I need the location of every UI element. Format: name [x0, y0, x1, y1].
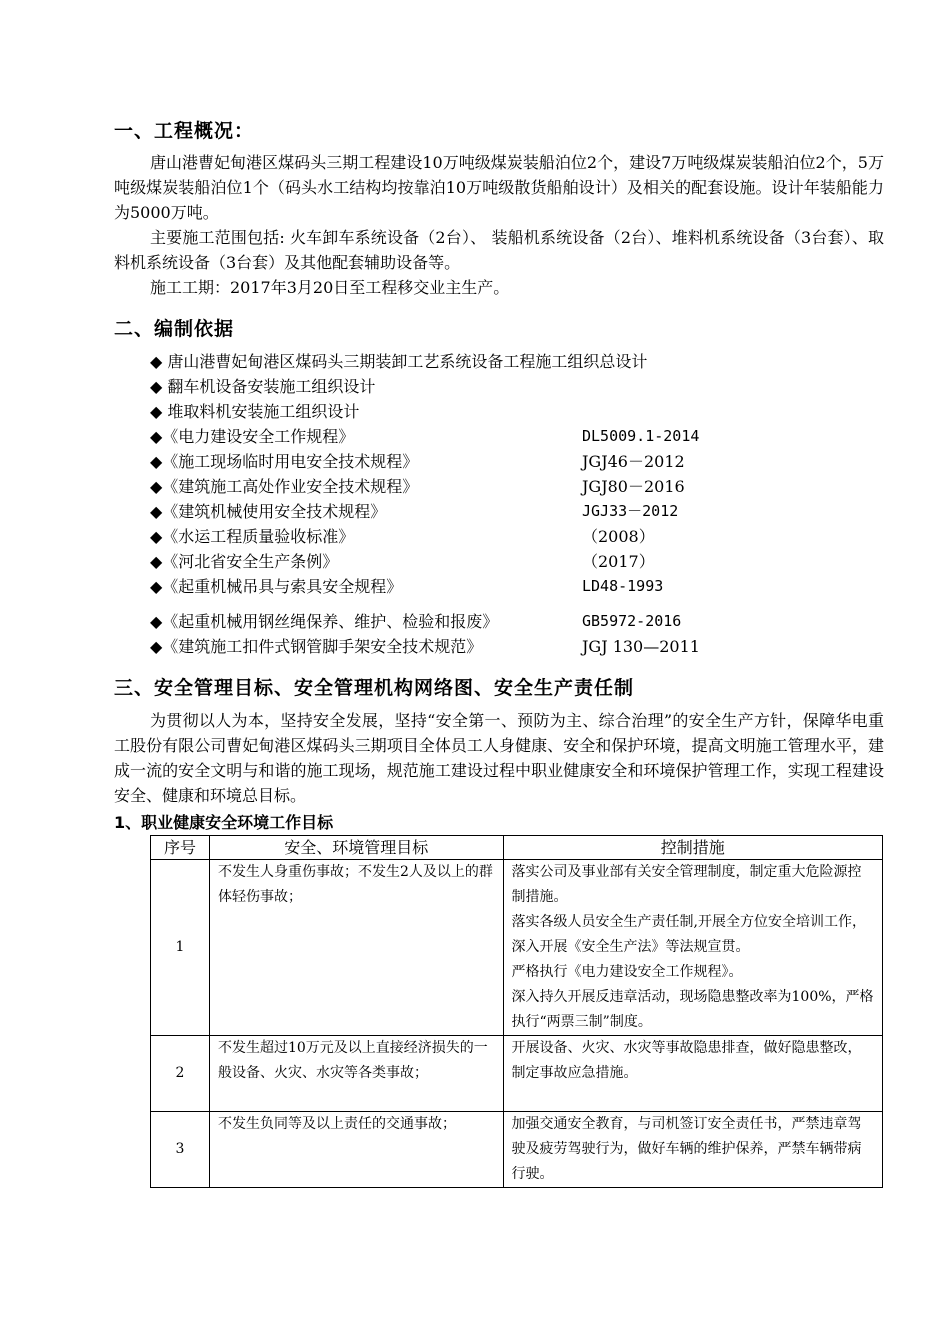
section3-paragraph: 为贯彻以人为本，坚持安全发展，坚持“安全第一、预防为主、综合治理”的安全生产方针，保障华电重工股份有限公司曹妃甸港区煤码头三期项目全体员工人身健康、安全和保护环境，提高文明施工管理水平，建成一流的安全文明与和谐的施工现场，规范施工建设过程中职业健康安全和环境保护管理工作，实现工程建设安全、健康和环境总目标。: [114, 711, 884, 805]
safety-goals-table: [150, 835, 883, 1188]
reference-item: [150, 499, 890, 524]
row-number: 3: [151, 1112, 210, 1188]
reference-item: [150, 374, 890, 399]
reference-name: ◆《起重机械吊具与索具安全规程》: [150, 577, 403, 596]
reference-item: [150, 609, 890, 634]
reference-name: ◆《河北省安全生产条例》: [150, 552, 339, 571]
reference-name: ◆《施工现场临时用电安全技术规程》: [150, 452, 419, 471]
reference-code: JGJ 130—2011: [582, 637, 700, 656]
reference-item: [150, 474, 890, 499]
row-measures: [503, 1112, 882, 1188]
reference-code: JGJ80－2016: [582, 477, 685, 496]
reference-code: JGJ33－2012: [582, 502, 679, 520]
reference-code: （2008）: [582, 527, 655, 546]
reference-item: [150, 524, 890, 549]
measure-item: 落实各级人员安全生产责任制,开展全方位安全培训工作，深入开展《安全生产法》等法规宣贯。: [511, 914, 866, 955]
measure-item: 开展设备、火灾、水灾等事故隐患排查，做好隐患整改，制定事故应急措施。: [511, 1040, 862, 1081]
header-index: 序号: [151, 836, 210, 860]
header-goal: 安全、环境管理目标: [209, 836, 503, 860]
row-number: 1: [151, 860, 210, 1036]
table-header-row: [151, 836, 883, 860]
measure-item: 加强交通安全教育，与司机签订安全责任书，严禁违章驾驶及疲劳驾驶行为，做好车辆的维护保养，严禁车辆带病行驶。: [511, 1116, 862, 1182]
reference-code: （2017）: [582, 552, 655, 571]
reference-item: [150, 349, 890, 374]
row-measures: [503, 1036, 882, 1112]
reference-name: ◆《建筑施工高处作业安全技术规程》: [150, 477, 419, 496]
reference-code: LD48-1993: [582, 577, 664, 595]
row-goal: 不发生负同等及以上责任的交通事故；: [209, 1112, 503, 1188]
measure-item: 落实公司及事业部有关安全管理制度，制定重大危险源控制措施。: [511, 864, 862, 905]
table-row: [151, 860, 883, 1036]
row-measures: [503, 860, 882, 1036]
row-goal: 不发生超过10万元及以上直接经济损失的一般设备、火灾、水灾等各类事故；: [209, 1036, 503, 1112]
reference-name: ◆ 堆取料机安装施工组织设计: [150, 402, 360, 421]
reference-name: ◆ 翻车机设备安装施工组织设计: [150, 377, 376, 396]
reference-name: ◆ 唐山港曹妃甸港区煤码头三期装卸工艺系统设备工程施工组织总设计: [150, 352, 648, 371]
reference-name: ◆《建筑施工扣件式钢管脚手架安全技术规范》: [150, 637, 483, 656]
reference-item: [150, 549, 890, 574]
reference-item: [150, 574, 890, 599]
table-row: [151, 1036, 883, 1112]
row-goal: 不发生人身重伤事故；不发生2人及以上的群体轻伤事故；: [209, 860, 503, 1036]
section1-paragraph-3: 施工工期：2017年3月20日至工程移交业主生产。: [150, 278, 510, 297]
measure-item: 严格执行《电力建设安全工作规程》。: [511, 964, 743, 980]
section1-paragraph-1: 唐山港曹妃甸港区煤码头三期工程建设10万吨级煤炭装船泊位2个，建设7万吨级煤炭装船泊位2个，5万吨级煤炭装船泊位1个（码头水工结构均按靠泊10万吨级散货船舶设计）及相关的配套设施。设计年装船能力为5000万吨。: [114, 153, 884, 222]
section1-paragraph-2: 主要施工范围包括: 火车卸车系统设备（2台）、 装船机系统设备（2台）、堆料机系统设备（3台套）、取料机系统设备（3台套）及其他配套辅助设备等。: [114, 228, 884, 272]
reference-name: ◆《起重机械用钢丝绳保养、维护、检验和报废》: [150, 612, 499, 631]
reference-item: [150, 424, 890, 449]
section1-title: 一、工程概况：: [114, 120, 255, 142]
section2-title: 二、编制依据: [114, 318, 235, 340]
header-measures: 控制措施: [503, 836, 882, 860]
reference-code: JGJ46－2012: [582, 452, 685, 471]
reference-name: ◆《水运工程质量验收标准》: [150, 527, 355, 546]
reference-code: DL5009.1-2014: [582, 427, 700, 445]
row-number: 2: [151, 1036, 210, 1112]
section3-subtitle: 1、职业健康安全环境工作目标: [114, 813, 334, 832]
measure-item: 深入持久开展反违章活动，现场隐患整改率为100%，严格执行“两票三制”制度。: [511, 989, 874, 1030]
reference-name: ◆《电力建设安全工作规程》: [150, 427, 355, 446]
reference-item: [150, 399, 890, 424]
reference-code: GB5972-2016: [582, 612, 682, 630]
reference-item: [150, 449, 890, 474]
reference-name: ◆《建筑机械使用安全技术规程》: [150, 502, 387, 521]
section3-title: 三、安全管理目标、安全管理机构网络图、安全生产责任制: [114, 677, 635, 699]
table-row: [151, 1112, 883, 1188]
reference-item: [150, 634, 890, 659]
